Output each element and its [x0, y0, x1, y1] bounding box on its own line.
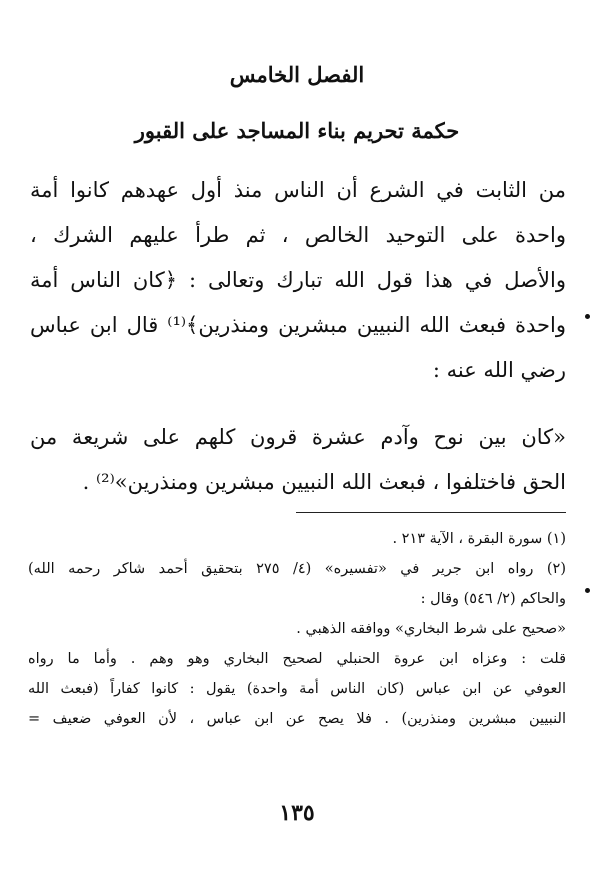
body-paragraph-1	[30, 168, 566, 393]
paragraph-line: واحدة على التوحيد الخالص ، ثم طرأ عليهم الشرك ،	[30, 223, 566, 247]
paragraph-line: رضي الله عنه :	[432, 358, 566, 382]
footnote-line: (٢) رواه ابن جرير في «تفسيره» (٤/ ٢٧٥ بتحقيق أحمد شاكر رحمه الله)	[28, 561, 566, 577]
footnote-line: (١) سورة البقرة ، الآية ٢١٣ .	[392, 531, 566, 547]
footnote-divider	[296, 512, 566, 513]
paragraph-line: «كان بين نوح وآدم عشرة قرون كلهم على شريعة من	[30, 425, 566, 449]
margin-binding-mark	[585, 588, 590, 593]
paragraph-line: والأصل في هذا قول الله تبارك وتعالى : ﴿كان الناس أمة	[30, 268, 566, 292]
footnote-line: قلت : وعزاه ابن عروة الحنبلي لصحيح البخاري وهو وهم . وأما ما رواه	[28, 651, 566, 667]
footnote-line: والحاكم (٢/ ٥٤٦) وقال :	[420, 591, 566, 607]
footnote-line: «صحيح على شرط البخاري» ووافقه الذهبي .	[296, 621, 566, 637]
page-number: ١٣٥	[279, 800, 315, 826]
paragraph-line: واحدة فبعث الله النبيين مبشرين ومنذرين﴾⁽¹⁾ قال ابن عباس	[30, 313, 566, 337]
section-title: حكمة تحريم بناء المساجد على القبور	[134, 118, 460, 143]
chapter-title: الفصل الخامس	[229, 62, 365, 87]
footnotes	[28, 524, 566, 734]
body-paragraph-2	[30, 415, 566, 505]
footnote-line: النبيين مبشرين ومنذرين) . فلا يصح عن ابن عباس ، لأن العوفي ضعيف =	[28, 711, 566, 727]
paragraph-line: من الثابت في الشرع أن الناس منذ أول عهدهم كانوا أمة	[30, 178, 566, 202]
margin-binding-mark	[585, 314, 590, 319]
paragraph-line: الحق فاختلفوا ، فبعث الله النبيين مبشرين ومنذرين»⁽²⁾ .	[82, 470, 566, 494]
footnote-line: العوفي عن ابن عباس (كان الناس أمة واحدة) يقول : كانوا كفاراً (فبعث الله	[28, 681, 566, 697]
